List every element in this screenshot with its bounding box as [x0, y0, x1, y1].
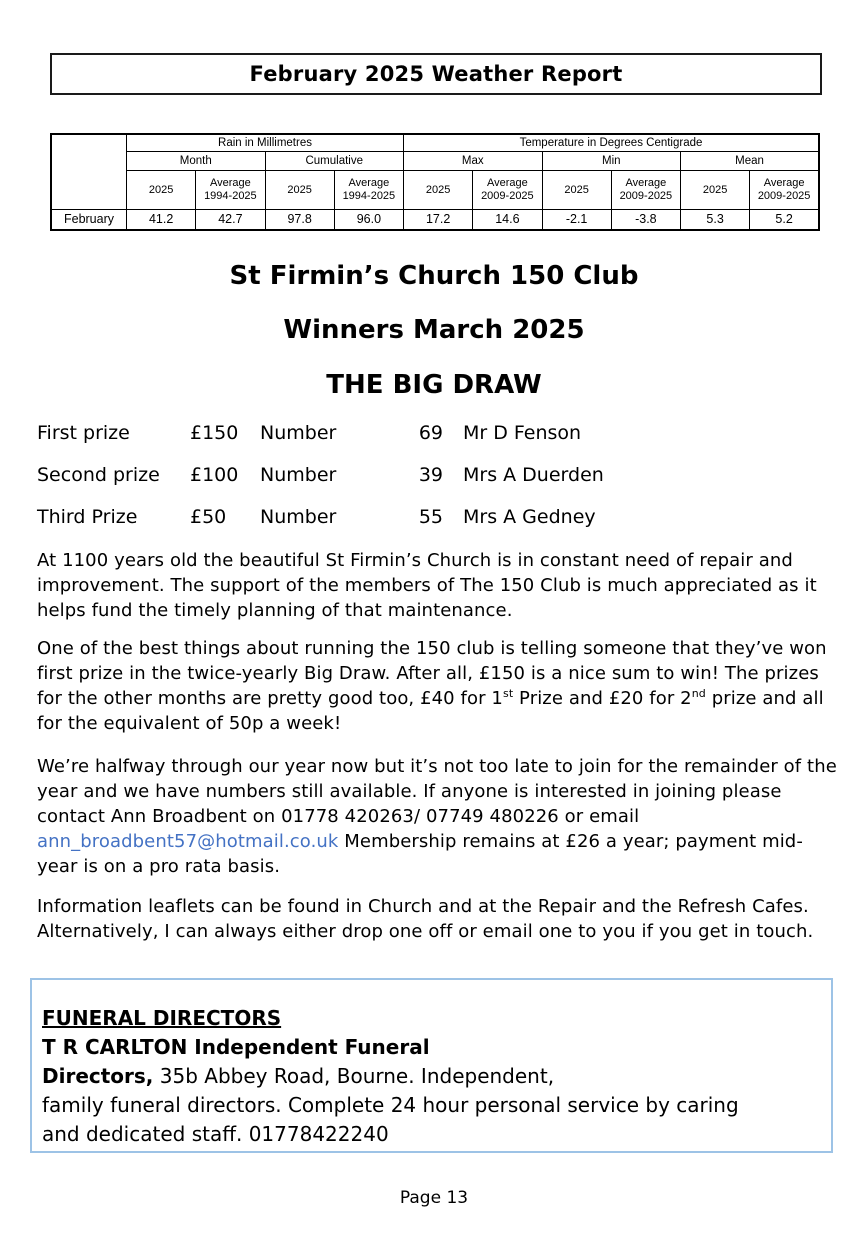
table-row-label: February	[51, 210, 127, 231]
prize-place: Third Prize	[37, 506, 138, 528]
paragraph-text: Membership remains at £26 a year; payment mid-year is on a pro rata basis.	[37, 831, 803, 877]
table-column-header: Average 1994-2025	[196, 171, 265, 210]
funeral-ad-address: 35b Abbey Road, Bourne. Independent,	[153, 1064, 555, 1088]
funeral-ad-company-cont: Directors,	[42, 1064, 154, 1088]
funeral-ad-description: family funeral directors. Complete 24 hour personal service by caring	[42, 1093, 739, 1117]
report-title: February 2025 Weather Report	[249, 62, 623, 86]
table-column-header: 2025	[681, 171, 750, 210]
prize-list	[37, 419, 737, 531]
funeral-ad-company: T R CARLTON Independent Funeral	[42, 1035, 430, 1059]
table-column-header: 2025	[542, 171, 611, 210]
table-cell: 96.0	[334, 210, 403, 231]
prize-number: 69	[418, 422, 443, 444]
weather-table	[50, 133, 820, 231]
table-group-header-temperature: Temperature in Degrees Centigrade	[404, 134, 820, 152]
club-heading: St Firmin’s Church 150 Club	[229, 261, 639, 291]
table-column-header: Average 2009-2025	[473, 171, 542, 210]
paragraph-repair: At 1100 years old the beautiful St Firmin’s Church is in constant need of repair and improvement. The support of the members of The 150 Club is much appreciated as it helps fund the timely planning of that maintenance.	[37, 550, 817, 621]
funeral-directors-ad	[30, 978, 833, 1153]
table-row	[51, 210, 819, 231]
prize-winner: Mr D Fenson	[463, 422, 582, 444]
table-sub-header-min: Min	[542, 152, 681, 171]
table-sub-header-cumulative: Cumulative	[265, 152, 404, 171]
prize-number: 55	[418, 506, 443, 528]
paragraph-text: Prize and £20 for 2	[513, 688, 692, 709]
prize-number-label: Number	[260, 464, 337, 486]
prize-place: Second prize	[37, 464, 160, 486]
table-cell: -3.8	[611, 210, 680, 231]
prize-amount: £100	[190, 464, 239, 486]
prize-number-label: Number	[260, 506, 337, 528]
prize-number: 39	[418, 464, 443, 486]
table-sub-header-month: Month	[127, 152, 266, 171]
prize-place: First prize	[37, 422, 130, 444]
table-cell: 14.6	[473, 210, 542, 231]
report-title-box	[50, 53, 822, 95]
table-cell: 17.2	[404, 210, 473, 231]
table-column-header: 2025	[265, 171, 334, 210]
funeral-ad-phone-line: and dedicated staff. 01778422240	[42, 1122, 389, 1146]
prize-amount: £150	[190, 422, 239, 444]
paragraph-membership	[37, 754, 837, 879]
table-cell: 42.7	[196, 210, 265, 231]
prize-winner: Mrs A Duerden	[463, 464, 604, 486]
table-column-header: 2025	[404, 171, 473, 210]
paragraph-big-draw	[37, 636, 837, 736]
paragraph-text: We’re halfway through our year now but it’s not too late to join for the remainder of the year and we have numbers still available. If anyone is interested in joining please contact Ann Broadbent on 01778 420263/ 07749 480226 or email	[37, 756, 837, 827]
table-cell: 41.2	[127, 210, 196, 231]
big-draw-heading: THE BIG DRAW	[326, 370, 542, 400]
table-column-header: Average 2009-2025	[750, 171, 819, 210]
table-column-header: Average 2009-2025	[611, 171, 680, 210]
funeral-ad-heading: FUNERAL DIRECTORS	[42, 1006, 282, 1030]
table-sub-header-max: Max	[404, 152, 543, 171]
table-corner-cell	[51, 134, 127, 210]
table-group-header-rain: Rain in Millimetres	[127, 134, 404, 152]
table-column-header-row	[51, 171, 819, 210]
table-column-header: Average 1994-2025	[334, 171, 403, 210]
funeral-ad-address-line	[42, 1062, 821, 1091]
table-group-header-row	[51, 134, 819, 152]
paragraph-leaflets: Information leaflets can be found in Church and at the Repair and the Refresh Cafes. Alternatively, I can always either drop one off or email one to you if you get in touch.	[37, 896, 814, 942]
page-number: Page 13	[399, 1188, 469, 1208]
winners-heading: Winners March 2025	[283, 315, 585, 345]
prize-winner: Mrs A Gedney	[463, 506, 596, 528]
ordinal-superscript: st	[502, 687, 514, 700]
paragraph-text: prize and all for the equivalent of 50p a week!	[37, 688, 824, 734]
table-cell: 97.8	[265, 210, 334, 231]
paragraph-text: One of the best things about running the 150 club is telling someone that they’ve won first prize in the twice-yearly Big Draw. After all, £150 is a nice sum to win! The prizes for the other months are pretty good too, £40 for 1	[37, 638, 827, 709]
prize-number-label: Number	[260, 422, 337, 444]
prize-amount: £50	[190, 506, 227, 528]
table-cell: 5.3	[681, 210, 750, 231]
email-link[interactable]: ann_broadbent57@hotmail.co.uk	[37, 831, 339, 852]
ordinal-superscript: nd	[691, 687, 706, 700]
table-sub-header-row	[51, 152, 819, 171]
table-column-header: 2025	[127, 171, 196, 210]
table-sub-header-mean: Mean	[681, 152, 820, 171]
table-cell: 5.2	[750, 210, 819, 231]
table-cell: -2.1	[542, 210, 611, 231]
